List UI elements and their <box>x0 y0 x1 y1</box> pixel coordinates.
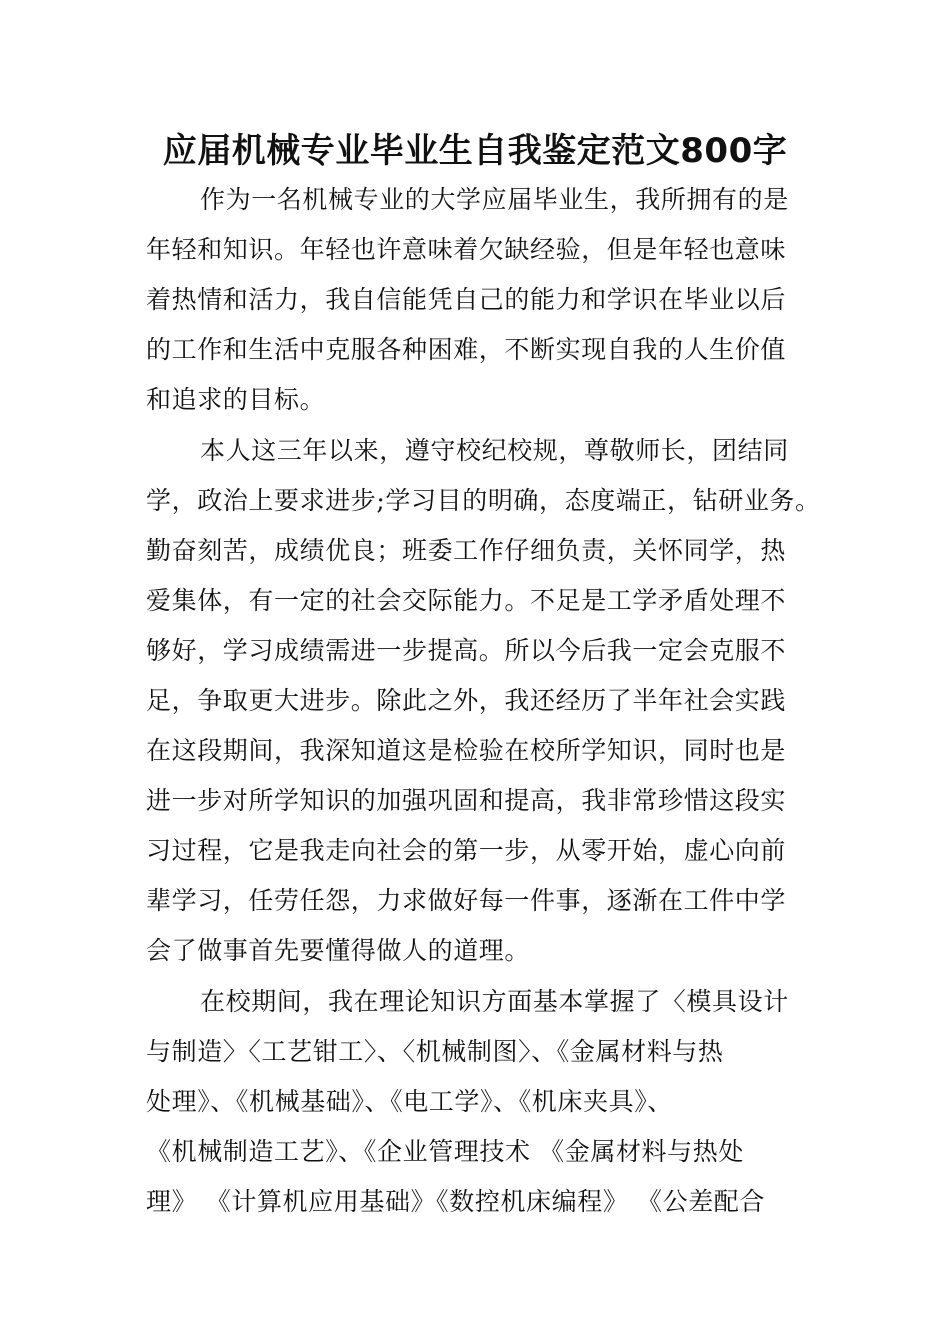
paragraph-2-line-4: 爱集体，有一定的社会交际能力。不足是工学矛盾处理不 <box>146 586 787 615</box>
paragraph-2-line-6: 足，争取更大进步。除此之外，我还经历了半年社会实践 <box>146 686 787 715</box>
paragraph-1-line-1: 作为一名机械专业的大学应届毕业生，我所拥有的是 <box>200 185 789 214</box>
paragraph-1-line-4: 的工作和生活中克服各种困难，不断实现自我的人生价值 <box>146 335 787 364</box>
paragraph-2-line-10: 辈学习，任劳任怨，力求做好每一件事，逐渐在工件中学 <box>146 886 787 915</box>
paragraph-2-line-5: 够好，学习成绩需进一步提高。所以今后我一定会克服不 <box>146 636 787 665</box>
paragraph-2-line-7: 在这段期间，我深知道这是检验在校所学知识，同时也是 <box>146 736 787 765</box>
paragraph-1-line-3: 着热情和活力，我自信能凭自己的能力和学识在毕业以后 <box>146 285 787 314</box>
paragraph-3-line-5: 理》 《计算机应用基础》《数控机床编程》 《公差配合 <box>146 1187 765 1216</box>
document-title: 应届机械专业毕业生自我鉴定范文800字 <box>162 131 788 171</box>
paragraph-2-line-8: 进一步对所学知识的加强巩固和提高，我非常珍惜这段实 <box>146 786 787 815</box>
paragraph-2-line-9: 习过程，它是我走向社会的第一步，从零开始，虚心向前 <box>146 836 787 865</box>
paragraph-1-line-5: 和追求的目标。 <box>146 385 326 414</box>
paragraph-2-line-1: 本人这三年以来，遵守校纪校规，尊敬师长，团结同 <box>200 436 789 465</box>
paragraph-3-line-1: 在校期间，我在理论知识方面基本掌握了〈模具设计 <box>200 987 789 1016</box>
paragraph-2-line-3: 勤奋刻苦，成绩优良；班委工作仔细负责，关怀同学，热 <box>146 536 787 565</box>
paragraph-3-line-3: 处理》、《机械基础》、《电工学》、《机床夹具》、 <box>146 1087 673 1116</box>
paragraph-1-line-2: 年轻和知识。年轻也许意味着欠缺经验，但是年轻也意味 <box>146 235 787 264</box>
paragraph-3-line-2: 与制造〉〈工艺钳工〉、〈机械制图〉、《金属材料与热 <box>146 1037 724 1066</box>
paragraph-3-line-4: 《机械制造工艺》、《企业管理技术 《金属材料与热处 <box>146 1137 744 1166</box>
paragraph-2-line-2: 学，政治上要求进步;学习目的明确，态度端正，钻研业务。 <box>146 486 821 515</box>
paragraph-2-line-11: 会了做事首先要懂得做人的道理。 <box>146 936 531 965</box>
